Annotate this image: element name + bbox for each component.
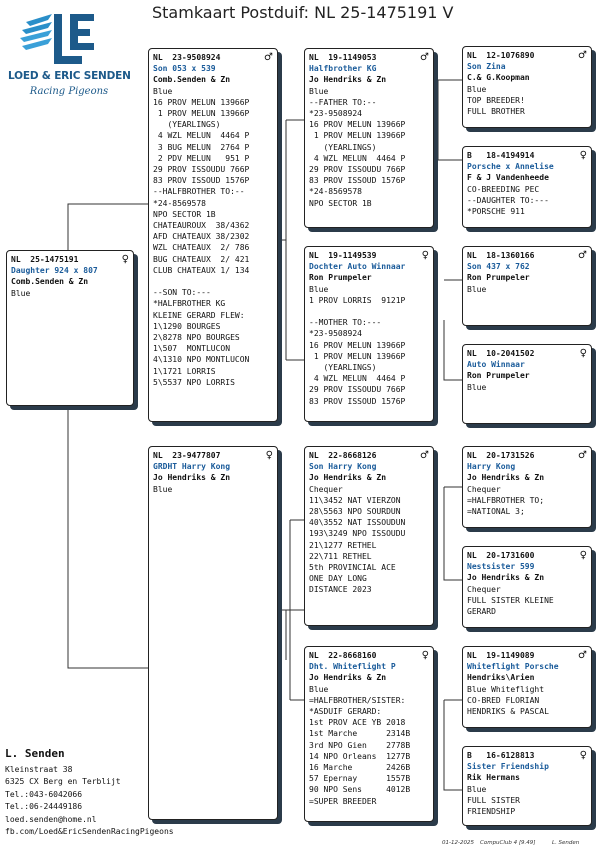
detail-line: --FATHER TO:-- xyxy=(309,97,377,107)
detail-line: 1\1290 BOURGES xyxy=(153,321,221,331)
detail-line: Blue xyxy=(309,86,329,96)
detail-line: 1 PROV LORRIS 9121P xyxy=(309,295,406,305)
detail-line: 5\5537 NPO LORRIS xyxy=(153,377,235,387)
pigeon-name: Nestsister 599 xyxy=(467,562,535,572)
owner-mobile: Tel.:06-24449186 xyxy=(5,802,83,812)
breeder-name: Comb.Senden & Zn xyxy=(11,277,89,287)
sex-icon: ♀ xyxy=(579,750,587,761)
sex-icon: ♀ xyxy=(265,450,273,461)
detail-line: AFD CHATEAUX 38/2302 xyxy=(153,232,250,242)
owner-city: 6325 CX Berg en Terblijt xyxy=(5,777,121,787)
detail-line: 4 WZL MELUN 4464 P xyxy=(309,374,406,384)
ring-number: NL 20-1731600 xyxy=(467,551,535,560)
detail-line: 11\3452 NAT VIERZON xyxy=(309,495,401,505)
breeder-name: Jo Hendriks & Zn xyxy=(309,673,387,683)
card-details xyxy=(467,784,587,818)
sex-icon: ♀ xyxy=(579,550,587,561)
detail-line: (YEARLINGS) xyxy=(309,142,377,152)
detail-line: FULL SISTER xyxy=(467,795,520,805)
ring-number: NL 19-1149053 xyxy=(309,53,377,62)
detail-line: --MOTHER TO:--- xyxy=(309,318,382,328)
detail-line: *23-9508924 xyxy=(309,329,362,339)
detail-line: 57 Epernay 1557B xyxy=(309,774,411,784)
detail-line: 16 PROV MELUN 13966P xyxy=(309,340,406,350)
detail-line: Blue xyxy=(309,684,329,694)
card-details xyxy=(467,382,587,393)
detail-line: CHATEAUROUX 38/4362 xyxy=(153,221,250,231)
detail-line: TOP BREEDER! xyxy=(467,95,525,105)
page-title: Stamkaart Postduif: NL 25-1475191 V xyxy=(152,3,454,22)
breeder-name: Jo Hendriks & Zn xyxy=(309,473,387,483)
detail-line: Blue xyxy=(467,284,487,294)
detail-line: 1 PROV MELUN 13966P xyxy=(309,131,406,141)
detail-line: 1\1721 LORRIS xyxy=(153,366,216,376)
card-details xyxy=(467,584,587,618)
sex-icon: ♀ xyxy=(421,250,429,261)
detail-line: 83 PROV ISSOUD 1576P xyxy=(309,396,406,406)
detail-line: Blue xyxy=(467,784,487,794)
sex-icon: ♀ xyxy=(579,348,587,359)
logo-brand: LOED & ERIC SENDEN xyxy=(8,70,131,82)
breeder-name: Jo Hendriks & Zn xyxy=(467,573,545,583)
detail-line: Blue Whiteflight xyxy=(467,684,545,694)
detail-line: =HALFBROTHER TO; xyxy=(467,495,545,505)
pigeon-card-fmm[interactable] xyxy=(462,344,592,424)
pigeon-name: Porsche x Annelise xyxy=(467,162,554,172)
pigeon-name: Sister Friendship xyxy=(467,762,549,772)
detail-line: 4 WZL MELUN 4464 P xyxy=(153,131,250,141)
sex-icon: ♀ xyxy=(121,254,129,265)
detail-line: 29 PROV ISSOUDU 766P xyxy=(153,165,250,175)
owner-facebook[interactable]: fb.com/Loed&EricSendenRacingPigeons xyxy=(5,827,174,837)
detail-line: 3rd NPO Gien 2778B xyxy=(309,740,411,750)
card-details xyxy=(309,484,429,596)
detail-line: NPO SECTOR 1B xyxy=(153,209,216,219)
ring-number: NL 23-9508924 xyxy=(153,53,221,62)
detail-line: 1st Marche 2314B xyxy=(309,729,411,739)
detail-line: *ASDUIF GERARD: xyxy=(309,707,382,717)
pigeon-card-fmf[interactable] xyxy=(462,246,592,326)
detail-line: FULL SISTER KLEINE xyxy=(467,595,554,605)
detail-line: NPO SECTOR 1B xyxy=(309,198,372,208)
detail-line: 83 PROV ISSOUD 1576P xyxy=(309,176,406,186)
ring-number: NL 19-1149089 xyxy=(467,651,535,660)
pigeon-card-father[interactable] xyxy=(148,48,278,422)
pigeon-name: Dht. Whiteflight P xyxy=(309,662,396,672)
detail-line: 1st PROV ACE YB 2018 xyxy=(309,718,406,728)
detail-line: 3 BUG MELUN 2764 P xyxy=(153,142,250,152)
ring-number: NL 12-1076890 xyxy=(467,51,535,60)
detail-line: 16 PROV MELUN 13966P xyxy=(309,120,406,130)
detail-line: 28\5563 NPO SOURDUN xyxy=(309,507,401,517)
detail-line: *HALFBROTHER KG xyxy=(153,299,226,309)
card-details xyxy=(153,484,273,495)
owner-phone: Tel.:043-6042066 xyxy=(5,789,83,799)
detail-line: 83 PROV ISSOUD 1576P xyxy=(153,176,250,186)
pigeon-name: Daughter 924 x 807 xyxy=(11,266,98,276)
owner-address: Kleinstraat 38 xyxy=(5,765,73,774)
sex-icon: ♂ xyxy=(578,450,587,461)
pigeon-card-ff[interactable] xyxy=(304,48,434,228)
pigeon-card-mf[interactable] xyxy=(304,446,434,626)
detail-line: *23-9508924 xyxy=(309,109,362,119)
breeder-name: Comb.Senden & Zn xyxy=(153,75,231,85)
sex-icon: ♂ xyxy=(578,50,587,61)
detail-line: 1 PROV MELUN 13966P xyxy=(153,109,250,119)
detail-line: *PORSCHE 911 xyxy=(467,207,525,217)
detail-line: --SON TO:--- xyxy=(153,288,211,298)
ring-number: NL 22-8668160 xyxy=(309,651,377,660)
pigeon-card-mmm[interactable] xyxy=(462,746,592,826)
breeder-name: Rik Hermans xyxy=(467,773,520,783)
ring-number: NL 23-9477807 xyxy=(153,451,221,460)
pigeon-name: Harry Kong xyxy=(467,462,516,472)
pigeon-card-fm[interactable] xyxy=(304,246,434,422)
detail-line: 21\1277 RETHEL xyxy=(309,540,377,550)
card-details xyxy=(467,84,587,118)
owner-info xyxy=(5,747,174,838)
detail-line: 1\507 MONTLUCON xyxy=(153,344,231,354)
detail-line: CLUB CHATEAUX 1/ 134 xyxy=(153,265,250,275)
detail-line: (YEARLINGS) xyxy=(309,363,377,373)
breeder-name: Ron Prumpeler xyxy=(467,273,530,283)
sex-icon: ♀ xyxy=(579,150,587,161)
detail-line: Blue xyxy=(153,484,173,494)
detail-line: KLEINE GERARD FLEW: xyxy=(153,310,245,320)
ring-number: B 16-6128813 xyxy=(467,751,535,760)
detail-line: =HALFBROTHER/SISTER: xyxy=(309,695,406,705)
detail-line: --DAUGHTER TO:--- xyxy=(467,195,549,205)
detail-line: Blue xyxy=(11,288,31,298)
pigeon-card-ffm[interactable] xyxy=(462,146,592,228)
breeder-name: Jo Hendriks & Zn xyxy=(153,473,231,483)
detail-line: *24-8569578 xyxy=(153,198,206,208)
breeder-name: Jo Hendriks & Zn xyxy=(309,75,387,85)
ring-number: NL 18-1360166 xyxy=(467,251,535,260)
pigeon-card-mff[interactable] xyxy=(462,446,592,528)
detail-line: FRIENDSHIP xyxy=(467,807,516,817)
detail-line: 2 PDV MELUN 951 P xyxy=(153,153,250,163)
detail-line: 90 NPO Sens 4012B xyxy=(309,785,411,795)
card-details xyxy=(309,684,429,807)
ring-number: NL 25-1475191 xyxy=(11,255,79,264)
pigeon-name: Son Zina xyxy=(467,62,506,72)
detail-line: Blue xyxy=(309,284,329,294)
pigeon-name: Whiteflight Porsche xyxy=(467,662,559,672)
detail-line: FULL BROTHER xyxy=(467,107,525,117)
detail-line: --HALFBROTHER TO:-- xyxy=(153,187,245,197)
detail-line: 4\1310 NPO MONTLUCON xyxy=(153,355,250,365)
card-details xyxy=(309,86,429,209)
breeder-name: Ron Prumpeler xyxy=(309,273,372,283)
detail-line: BUG CHATEAUX 2/ 421 xyxy=(153,254,250,264)
detail-line: DISTANCE 2023 xyxy=(309,585,372,595)
detail-line: 22\711 RETHEL xyxy=(309,551,372,561)
detail-line: 193\3249 NPO ISSOUDU xyxy=(309,529,406,539)
detail-line: Blue xyxy=(467,84,487,94)
sex-icon: ♂ xyxy=(578,650,587,661)
logo-subtitle: Racing Pigeons xyxy=(29,86,109,97)
ring-number: NL 20-1731526 xyxy=(467,451,535,460)
detail-line: *24-8569578 xyxy=(309,187,362,197)
sex-icon: ♂ xyxy=(420,52,429,63)
card-details xyxy=(467,284,587,295)
card-details xyxy=(467,484,587,518)
detail-line: 14 NPO Orleans 1277B xyxy=(309,751,411,761)
pigeon-name: Dochter Auto Winnaar xyxy=(309,262,406,272)
detail-line: HENDRIKS & PASCAL xyxy=(467,707,549,717)
breeder-name: F & J Vandenheede xyxy=(467,173,549,183)
detail-line: (YEARLINGS) xyxy=(153,120,221,130)
owner-email[interactable]: loed.senden@home.nl xyxy=(5,814,97,824)
detail-line xyxy=(153,276,273,287)
detail-line: Chequer xyxy=(309,484,343,494)
pigeon-card-mfm[interactable] xyxy=(462,546,592,628)
pigeon-card-fff[interactable] xyxy=(462,46,592,128)
detail-line: 1 PROV MELUN 13966P xyxy=(309,351,406,361)
breeder-name: Hendriks\Arien xyxy=(467,673,535,683)
detail-line: 29 PROV ISSOUDU 766P xyxy=(309,385,406,395)
breeder-name: Jo Hendriks & Zn xyxy=(467,473,545,483)
card-details xyxy=(309,284,429,407)
detail-line: =SUPER BREEDER xyxy=(309,796,377,806)
detail-line: =NATIONAL 3; xyxy=(467,507,525,517)
pigeon-card-mmf[interactable] xyxy=(462,646,592,728)
sex-icon: ♂ xyxy=(420,450,429,461)
card-details xyxy=(11,288,129,299)
breeder-name: C.& G.Koopman xyxy=(467,73,530,83)
sex-icon: ♂ xyxy=(264,52,273,63)
pigeon-card-subject[interactable] xyxy=(6,250,134,406)
pigeon-name: Son 437 x 762 xyxy=(467,262,530,272)
detail-line: ONE DAY LONG xyxy=(309,574,367,584)
sex-icon: ♀ xyxy=(421,650,429,661)
detail-line: 29 PROV ISSOUDU 766P xyxy=(309,165,406,175)
detail-line: 2\8278 NPO BOURGES xyxy=(153,333,240,343)
pigeon-name: Halfbrother KG xyxy=(309,64,377,74)
detail-line: 16 PROV MELUN 13966P xyxy=(153,97,250,107)
detail-line: Chequer xyxy=(467,484,501,494)
detail-line: CO-BREEDING PEC xyxy=(467,184,540,194)
pigeon-name: Son Harry Kong xyxy=(309,462,377,472)
detail-line: Blue xyxy=(467,382,487,392)
detail-line: 5th PROVINCIAL ACE xyxy=(309,563,396,573)
footer-user: L. Senden xyxy=(552,840,580,846)
pigeon-name: Son 053 x 539 xyxy=(153,64,216,74)
breeder-name: Ron Prumpeler xyxy=(467,371,530,381)
sex-icon: ♂ xyxy=(578,250,587,261)
footer-software: CompuClub 4 [9.49] xyxy=(480,840,536,846)
detail-line: Blue xyxy=(153,86,173,96)
pigeon-name: Auto Winnaar xyxy=(467,360,525,370)
detail-line: Chequer xyxy=(467,584,501,594)
detail-line: 16 Marche 2426B xyxy=(309,763,411,773)
ring-number: B 18-4194914 xyxy=(467,151,535,160)
pigeon-name: GRDHT Harry Kong xyxy=(153,462,231,472)
detail-line: 4 WZL MELUN 4464 P xyxy=(309,153,406,163)
owner-name: L. Senden xyxy=(5,747,65,760)
ring-number: NL 19-1149539 xyxy=(309,251,377,260)
detail-line: WZL CHATEAUX 2/ 786 xyxy=(153,243,250,253)
card-details xyxy=(467,684,587,718)
detail-line xyxy=(309,306,429,317)
footer-date: 01-12-2025 xyxy=(442,840,474,846)
detail-line: CO-BRED FLORIAN xyxy=(467,695,540,705)
card-details xyxy=(467,184,587,218)
pigeon-card-mm[interactable] xyxy=(304,646,434,822)
card-details xyxy=(153,86,273,388)
detail-line: GERARD xyxy=(467,607,496,617)
detail-line: 40\3552 NAT ISSOUDUN xyxy=(309,518,406,528)
ring-number: NL 10-2041502 xyxy=(467,349,535,358)
ring-number: NL 22-8668126 xyxy=(309,451,377,460)
